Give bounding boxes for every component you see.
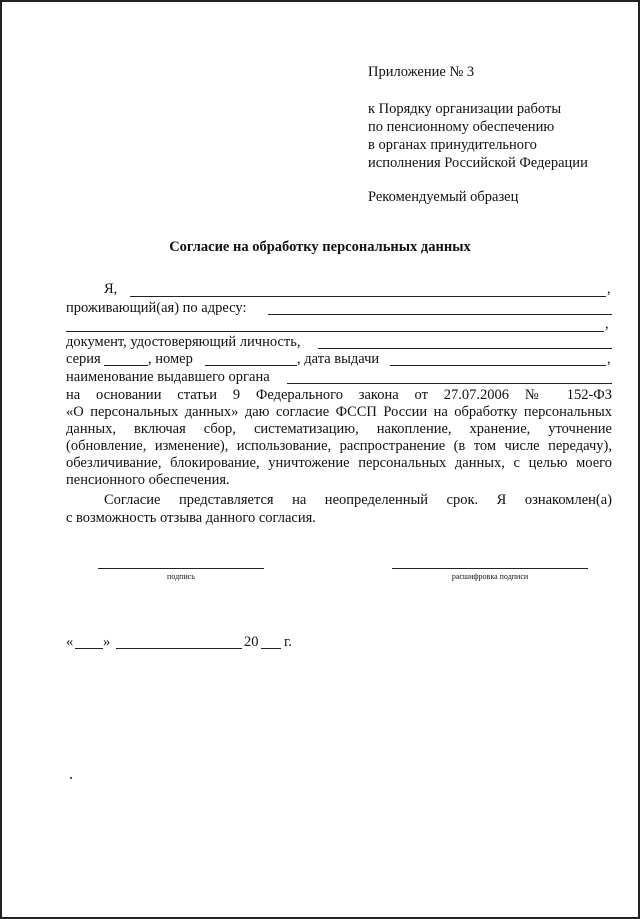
series-field[interactable] xyxy=(104,365,148,366)
document-field[interactable] xyxy=(318,348,612,349)
date-month-field[interactable] xyxy=(116,648,242,649)
issue-date-label: , дата выдачи xyxy=(297,351,380,367)
consent-line-4: (обновление, изменение), использование, распространение (в том числе передачу), xyxy=(66,438,612,454)
issuer-label: наименование выдавшего органа xyxy=(66,369,270,385)
comma: , xyxy=(605,316,609,332)
consent-line-1: на основании статьи 9 Федерального закона от 27.07.2006 № 152-ФЗ xyxy=(66,387,612,403)
date-close-quote: » xyxy=(103,634,111,650)
consent-line-2: «О персональных данных» даю согласие ФССП России на обработку персональных xyxy=(66,404,612,420)
signature-caption: подпись xyxy=(167,572,195,581)
validity-last-line: с возможность отзыва данного согласия. xyxy=(66,510,316,526)
comma: , xyxy=(607,281,611,297)
i-label: Я, xyxy=(104,281,118,297)
comma: , xyxy=(607,351,611,367)
consent-line-3: данных, включая сбор, систематизацию, накопление, хранение, уточнение xyxy=(66,421,612,437)
date-open-quote: « xyxy=(66,634,74,650)
date-year-suffix: г. xyxy=(284,634,292,650)
issue-date-field[interactable] xyxy=(390,365,606,366)
address-field-2[interactable] xyxy=(66,331,604,332)
consent-last-line: пенсионного обеспечения. xyxy=(66,472,230,488)
validity-line-1: Согласие представляется на неопределенный срок. Я ознакомлен(а) xyxy=(104,492,612,508)
scan-speck xyxy=(70,777,72,779)
address-label: проживающий(ая) по адресу: xyxy=(66,300,247,316)
address-field-1[interactable] xyxy=(268,314,612,315)
document-label: документ, удостоверяющий личность, xyxy=(66,334,301,350)
appendix-number: Приложение № 3 xyxy=(368,64,475,80)
signature-decode-caption: расшифровка подписи xyxy=(451,572,529,581)
signature-decode-field[interactable] xyxy=(392,568,588,569)
order-line-1: к Порядку организации работы xyxy=(368,101,562,117)
order-line-3: в органах принудительного xyxy=(368,137,537,153)
order-line-4: исполнения Российской Федерации xyxy=(368,155,588,171)
full-name-field[interactable] xyxy=(130,296,606,297)
document-title: Согласие на обработку персональных данных xyxy=(169,239,471,255)
date-year-prefix: 20 xyxy=(244,634,259,650)
issuer-field[interactable] xyxy=(287,383,612,384)
series-label: серия xyxy=(66,351,101,367)
sample-label: Рекомендуемый образец xyxy=(368,189,519,205)
consent-line-5: обезличивание, блокирование, уничтожение персональных данных, с целью моего xyxy=(66,455,612,471)
signature-field[interactable] xyxy=(98,568,264,569)
order-line-2: по пенсионному обеспечению xyxy=(368,119,555,135)
date-year-field[interactable] xyxy=(261,648,281,649)
number-label: , номер xyxy=(148,351,193,367)
date-day-field[interactable] xyxy=(75,648,103,649)
number-field[interactable] xyxy=(205,365,297,366)
